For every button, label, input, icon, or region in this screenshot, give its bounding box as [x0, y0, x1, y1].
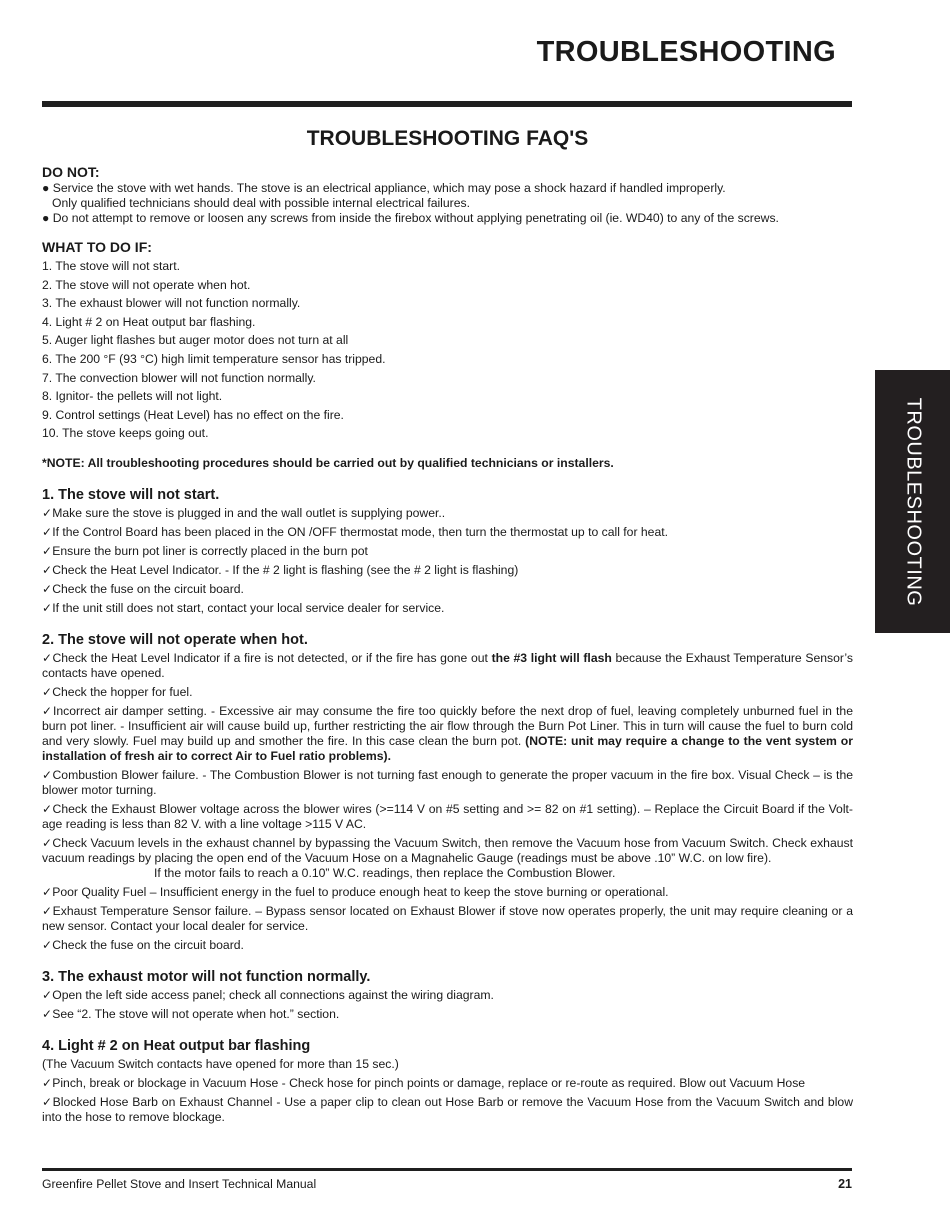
- check-item: ✓Check the Exhaust Blower voltage across the blower wires (>=114 V on #5 setting and >= 82 on #1 setting). – Replace the Circuit Board if the Volt-age reading is less than 82 V. with a line voltage >115 V AC.: [42, 801, 853, 831]
- check-item: ✓If the Control Board has been placed in the ON /OFF thermostat mode, then turn the thermostat up to call for heat.: [42, 524, 669, 539]
- check-item-text: because the Exhaust Temperature Sensor’s contacts have opened.: [42, 650, 853, 680]
- check-item: ✓Check the hopper for fuel.: [42, 684, 193, 699]
- check-item: ✓Check Vacuum levels in the exhaust channel by bypassing the Vacuum Switch, then remove the Vacuum hose from Vacuum Switch. Check exhaust vacuum readings by placing the open end of the Vacuum Hose on a Magnahelic Gauge (readings must be above .10” W.C. on low fire).: [42, 835, 853, 865]
- section-heading: 2. The stove will not operate when hot.: [42, 631, 308, 648]
- list-item: 7. The convection blower will not function normally.: [42, 370, 316, 385]
- check-item-continued: If the motor fails to reach a 0.10” W.C. readings, then replace the Combustion Blower.: [154, 865, 616, 880]
- check-item: ✓Combustion Blower failure. - The Combustion Blower is not turning fast enough to generate the proper vacuum in the fire box. Visual Check – is the blower motor turning.: [42, 767, 853, 797]
- do-not-heading: DO NOT:: [42, 164, 100, 180]
- section-subnote: (The Vacuum Switch contacts have opened for more than 15 sec.): [42, 1056, 399, 1071]
- section-exhaust-motor: [42, 968, 853, 1022]
- check-item: ✓Poor Quality Fuel – Insufficient energy in the fuel to produce enough heat to keep the stove burning or operational.: [42, 884, 669, 899]
- list-item: 8. Ignitor- the pellets will not light.: [42, 389, 223, 404]
- qualified-technician-note: *NOTE: All troubleshooting procedures should be carried out by qualified technicians or installers.: [42, 455, 614, 470]
- check-item: ✓Check the fuse on the circuit board.: [42, 581, 244, 596]
- footer-divider: [42, 1168, 852, 1171]
- section-heading: 4. Light # 2 on Heat output bar flashing: [42, 1037, 311, 1054]
- check-item: ✓Make sure the stove is plugged in and the wall outlet is supplying power..: [42, 505, 446, 520]
- section-light-2-flashing: [42, 1037, 853, 1125]
- what-to-do-heading: WHAT TO DO IF:: [42, 239, 152, 255]
- check-item: ✓Pinch, break or blockage in Vacuum Hose - Check hose for pinch points or damage, replace or re-route as required. Blow out Vacuum Hose: [42, 1075, 806, 1090]
- check-item: ✓Check the Heat Level Indicator. - If the # 2 light is flashing (see the # 2 light is flashing): [42, 562, 519, 577]
- check-item: ✓Check the fuse on the circuit board.: [42, 937, 244, 952]
- check-item-emphasis: (NOTE: unit may require a change to the vent system or installation of fresh air to correct Air to Fuel ratio problems).: [42, 733, 853, 763]
- footer-manual-title: Greenfire Pellet Stove and Insert Technical Manual: [42, 1177, 317, 1191]
- list-item: 4. Light # 2 on Heat output bar flashing.: [42, 314, 256, 329]
- do-not-block: [42, 164, 853, 226]
- list-item: 10. The stove keeps going out.: [42, 426, 209, 441]
- list-item: 6. The 200 °F (93 °C) high limit temperature sensor has tripped.: [42, 351, 386, 366]
- page-number: 21: [838, 1177, 852, 1191]
- do-not-item: ● Do not attempt to remove or loosen any screws from inside the firebox without applying penetrating oil (ie. WD40) to any of the screws.: [42, 211, 779, 225]
- do-not-item-continued: Only qualified technicians should deal with possible internal electrical failures.: [52, 196, 470, 210]
- header-divider: [42, 101, 852, 107]
- page-content: [42, 126, 853, 1129]
- section-heading: 1. The stove will not start.: [42, 486, 220, 503]
- what-to-do-list: [42, 257, 853, 443]
- check-item-emphasis: the #3 light will flash: [491, 650, 612, 665]
- list-item: 3. The exhaust blower will not function normally.: [42, 296, 301, 311]
- faq-title: TROUBLESHOOTING FAQ'S: [306, 127, 589, 150]
- section-heading: 3. The exhaust motor will not function normally.: [42, 968, 371, 985]
- check-item: [42, 651, 853, 681]
- check-item: ✓Ensure the burn pot liner is correctly placed in the burn pot: [42, 543, 368, 558]
- page-header-title: TROUBLESHOOTING: [536, 36, 836, 68]
- do-not-item: ● Service the stove with wet hands. The stove is an electrical appliance, which may pose a shock hazard if handled improperly.: [42, 181, 726, 195]
- check-item-text: ✓Incorrect air damper setting. - Excessive air may consume the fire too quickly before the next drop of fuel, leaving completely unburned fuel in the burn pot liner. - Insufficient air will cause build up, further restricting the air flow through the Burn Pot Liner. This in turn will cause the fuel to burn cold and very slowly. Fuel may build up and smother the fire. In this case clean the burn pot.: [42, 703, 853, 748]
- section-stove-will-not-start: [42, 486, 853, 616]
- section-stove-will-not-operate-hot: [42, 631, 853, 953]
- check-item: ✓Exhaust Temperature Sensor failure. – Bypass sensor located on Exhaust Blower if stove now operates properly, the unit may require cleaning or a new sensor. Contact your local dealer for service.: [42, 903, 853, 933]
- check-item: ✓Blocked Hose Barb on Exhaust Channel - Use a paper clip to clean out Hose Barb or remove the Vacuum Hose from the Vacuum Switch and blow into the hose to remove blockage.: [42, 1094, 853, 1124]
- check-item: ✓If the unit still does not start, contact your local service dealer for service.: [42, 600, 445, 615]
- section-side-tab: [875, 370, 950, 633]
- check-item: ✓Open the left side access panel; check all connections against the wiring diagram.: [42, 987, 494, 1002]
- list-item: 5. Auger light flashes but auger motor does not turn at all: [42, 333, 349, 348]
- list-item: 2. The stove will not operate when hot.: [42, 277, 251, 292]
- side-tab-label: TROUBLESHOOTING: [902, 397, 924, 606]
- check-item: ✓See “2. The stove will not operate when hot.” section.: [42, 1006, 340, 1021]
- check-item-text: ✓Check the Heat Level Indicator if a fire is not detected, or if the fire has gone out: [42, 650, 492, 665]
- list-item: 9. Control settings (Heat Level) has no effect on the fire.: [42, 407, 344, 422]
- what-to-do-block: [42, 239, 853, 443]
- check-item: [42, 704, 853, 764]
- list-item: 1. The stove will not start.: [42, 259, 180, 273]
